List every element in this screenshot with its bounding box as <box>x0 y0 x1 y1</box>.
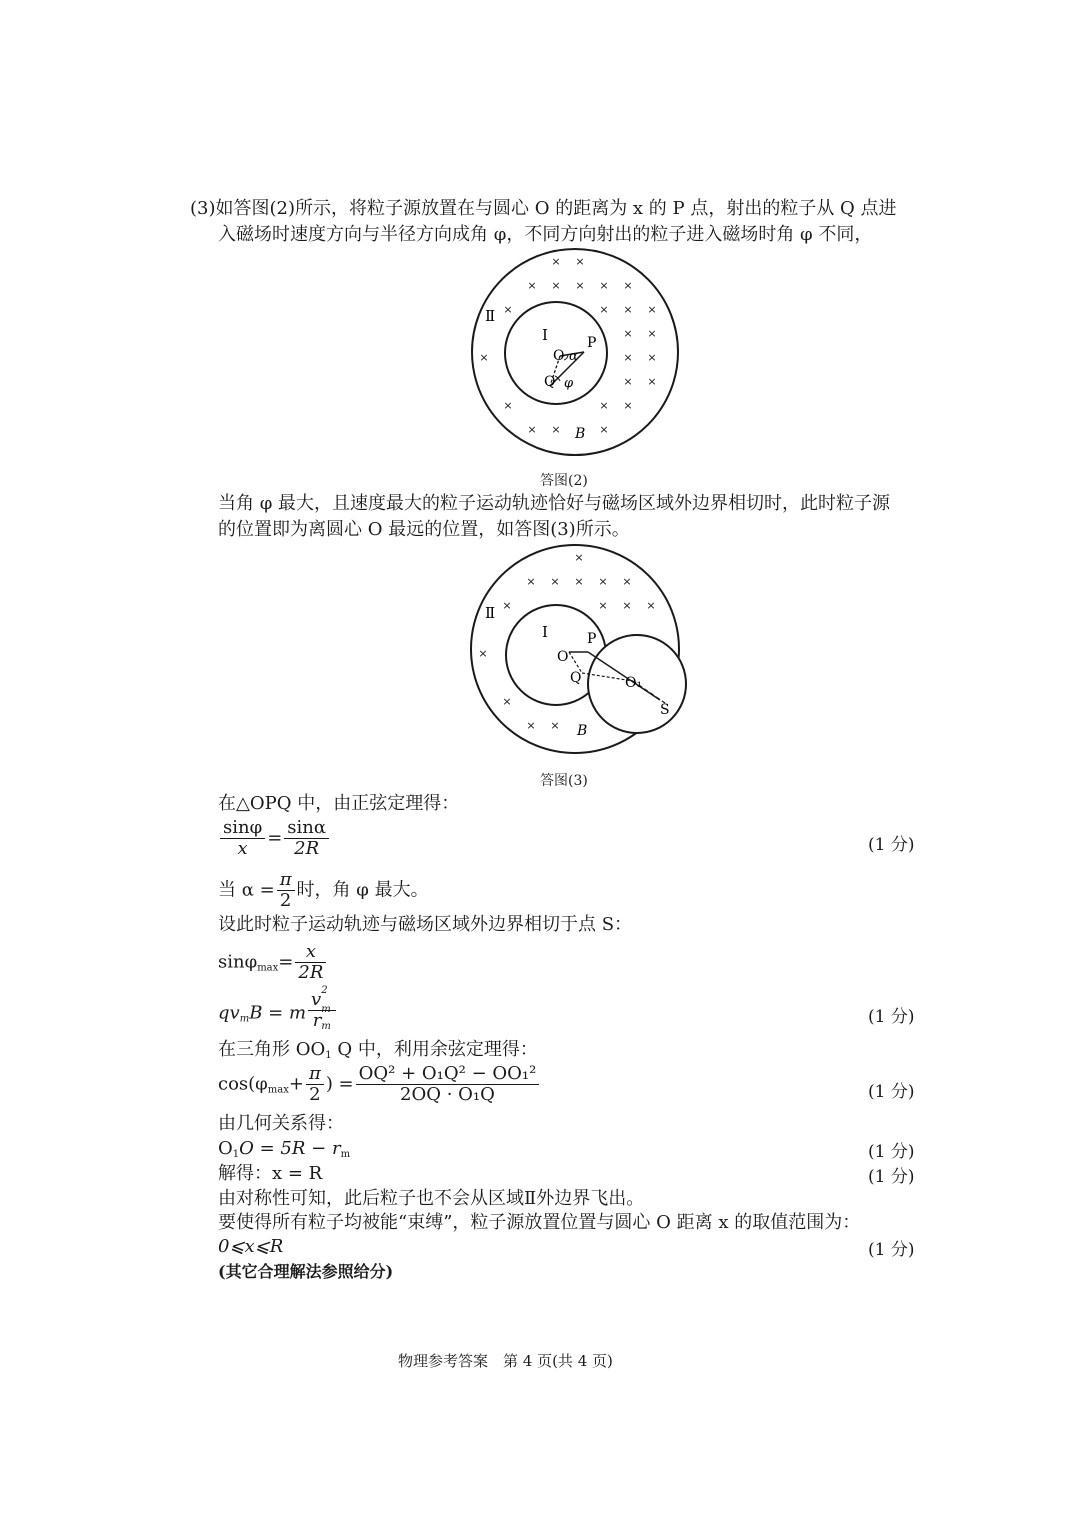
eq2-den: 2R <box>298 962 324 983</box>
eq2-left-sub: max <box>257 962 279 974</box>
tangent-intro: 设此时粒子运动轨迹与磁场区域外边界相切于点 S： <box>218 914 633 935</box>
label-alpha: α <box>569 349 578 364</box>
result-line: 解得：x = R <box>218 1163 323 1184</box>
range-line: 0⩽x⩽R <box>218 1236 284 1257</box>
score-1: (1 分) <box>868 835 915 855</box>
field-cross: × <box>550 575 560 588</box>
field-cross: × <box>574 575 584 588</box>
geom-intro: 由几何关系得： <box>218 1113 344 1134</box>
eq3-v: v <box>311 989 322 1010</box>
cond-post: 时，角 φ 最大。 <box>296 879 429 901</box>
field-cross: × <box>574 551 584 564</box>
field-cross: × <box>646 599 656 612</box>
label-q: Q <box>570 670 582 686</box>
eq2-left: sinφ <box>218 951 258 973</box>
eq1-num-right: sinα <box>284 818 329 839</box>
field-cross: × <box>527 423 537 436</box>
field-cross: × <box>551 423 561 436</box>
field-cross: × <box>623 351 633 364</box>
field-cross: × <box>599 423 609 436</box>
label-region-1: I <box>542 623 548 641</box>
field-cross: × <box>599 399 609 412</box>
label-o: O <box>557 649 569 665</box>
eq4-num: OQ² + O₁Q² − OO₁² <box>356 1064 540 1085</box>
triangle-intro: 在△OPQ 中，由正弦定理得： <box>218 793 460 814</box>
cosine-intro-b: Q 中，利用余弦定理得： <box>331 1039 538 1060</box>
field-cross: × <box>599 303 609 316</box>
cosine-intro-sub: 1 <box>325 1050 332 1061</box>
cosine-intro-a: 在三角形 OO <box>218 1039 326 1060</box>
field-cross: × <box>599 279 609 292</box>
field-cross: × <box>551 279 561 292</box>
field-cross: × <box>502 695 512 708</box>
equation-lorentz-force <box>218 985 338 1037</box>
cond-two: 2 <box>279 890 292 911</box>
label-p: P <box>587 335 597 351</box>
cond-pre: 当 α = <box>218 879 275 901</box>
eq5-b: O = 5R − r <box>239 1138 341 1159</box>
eq4-left-c: ) = <box>325 1073 354 1095</box>
label-b: B <box>577 723 588 739</box>
field-cross: × <box>479 351 489 364</box>
para1-line2: 入磁场时速度方向与半径方向成角 φ，不同方向射出的粒子进入磁场时角 φ 不同， <box>218 224 873 245</box>
eq3-r: r <box>312 1010 322 1031</box>
label-o1: O₁ <box>625 675 643 691</box>
field-cross: × <box>526 719 536 732</box>
label-b: B <box>575 426 586 442</box>
field-cross: × <box>478 647 488 660</box>
field-cross: × <box>527 279 537 292</box>
eq2-equals: = <box>278 951 294 973</box>
label-s: S <box>660 702 670 718</box>
field-cross: × <box>647 303 657 316</box>
para2-line2: 的位置即为离圆心 O 最远的位置，如答图(3)所示。 <box>218 519 630 540</box>
eq4-two: 2 <box>309 1084 321 1105</box>
field-cross: × <box>647 327 657 340</box>
eq4-left-a: cos(φ <box>218 1073 268 1095</box>
eq3-qv-sub: m <box>239 1013 250 1025</box>
condition-line <box>218 870 429 911</box>
eq5-a: O <box>218 1138 233 1159</box>
figure-3-diagram <box>460 540 690 762</box>
page-footer: 物理参考答案 第 4 页(共 4 页) <box>398 1352 613 1370</box>
score-4: (1 分) <box>868 1142 915 1162</box>
eq3-qv: qv <box>218 1002 240 1024</box>
para1-line1: (3)如答图(2)所示，将粒子源放置在与圆心 O 的距离为 x 的 P 点，射出的粒子从 Q 点进 <box>190 198 897 219</box>
field-cross: × <box>647 351 657 364</box>
field-cross: × <box>503 399 513 412</box>
field-cross: × <box>598 575 608 588</box>
eq4-left-sub: max <box>267 1084 289 1096</box>
cond-pi: π <box>277 870 295 891</box>
grading-note: (其它合理解法参照给分) <box>218 1262 394 1281</box>
field-cross: × <box>623 399 633 412</box>
field-cross: × <box>502 599 512 612</box>
eq3-v-sub: m <box>321 1004 331 1015</box>
field-cross: × <box>623 375 633 388</box>
field-cross: × <box>598 599 608 612</box>
equation-cosine-law <box>218 1064 541 1105</box>
field-cross: × <box>550 719 560 732</box>
field-cross: × <box>647 375 657 388</box>
figure-3-caption: 答图(3) <box>540 773 588 789</box>
field-cross: × <box>503 303 513 316</box>
label-region-1: I <box>542 326 548 344</box>
eq1-num-left: sinφ <box>220 818 265 839</box>
eq4-den: 2OQ · O₁Q <box>400 1084 495 1105</box>
eq3-r-sub: m <box>321 1021 331 1032</box>
figure-2-diagram <box>460 248 690 463</box>
label-p: P <box>587 631 597 647</box>
label-q: Q <box>544 374 556 390</box>
field-cross: × <box>575 279 585 292</box>
label-o: O <box>553 348 565 364</box>
field-cross: × <box>623 303 633 316</box>
score-2: (1 分) <box>868 1007 915 1027</box>
label-region-2: Ⅱ <box>485 307 496 325</box>
label-region-2: Ⅱ <box>485 604 496 622</box>
score-3: (1 分) <box>868 1082 915 1102</box>
field-cross: × <box>623 327 633 340</box>
score-6: (1 分) <box>868 1240 915 1260</box>
equation-sin-phi-max <box>218 942 328 983</box>
field-cross: × <box>622 599 632 612</box>
eq1-den-left: x <box>237 838 248 859</box>
score-5: (1 分) <box>868 1167 915 1187</box>
field-cross: × <box>622 575 632 588</box>
range-intro: 要使得所有粒子均被能“束缚”，粒子源放置位置与圆心 O 距离 x 的取值范围为： <box>218 1212 861 1233</box>
label-phi: φ <box>564 376 574 391</box>
field-cross: × <box>526 575 536 588</box>
eq1-den-right: 2R <box>294 838 320 859</box>
field-cross: × <box>551 255 561 268</box>
eq1-equals: = <box>267 827 283 849</box>
symmetry-line: 由对称性可知，此后粒子也不会从区域Ⅱ外边界飞出。 <box>218 1188 645 1209</box>
eq5-b-sub: m <box>340 1149 351 1160</box>
para2-line1: 当角 φ 最大，且速度最大的粒子运动轨迹恰好与磁场区域外边界相切时，此时粒子源 <box>218 493 891 514</box>
equation-sine-law <box>218 818 331 859</box>
field-cross: × <box>575 255 585 268</box>
eq4-left-b: + <box>288 1073 304 1095</box>
field-cross: × <box>623 279 633 292</box>
eq3-mid: B = m <box>249 1002 307 1024</box>
eq5-a-sub: 1 <box>232 1149 240 1160</box>
eq3-v-sup: 2 <box>321 985 328 996</box>
eq2-num: x <box>295 942 326 963</box>
eq4-pi: π <box>306 1064 324 1085</box>
figure-2-caption: 答图(2) <box>540 473 588 489</box>
